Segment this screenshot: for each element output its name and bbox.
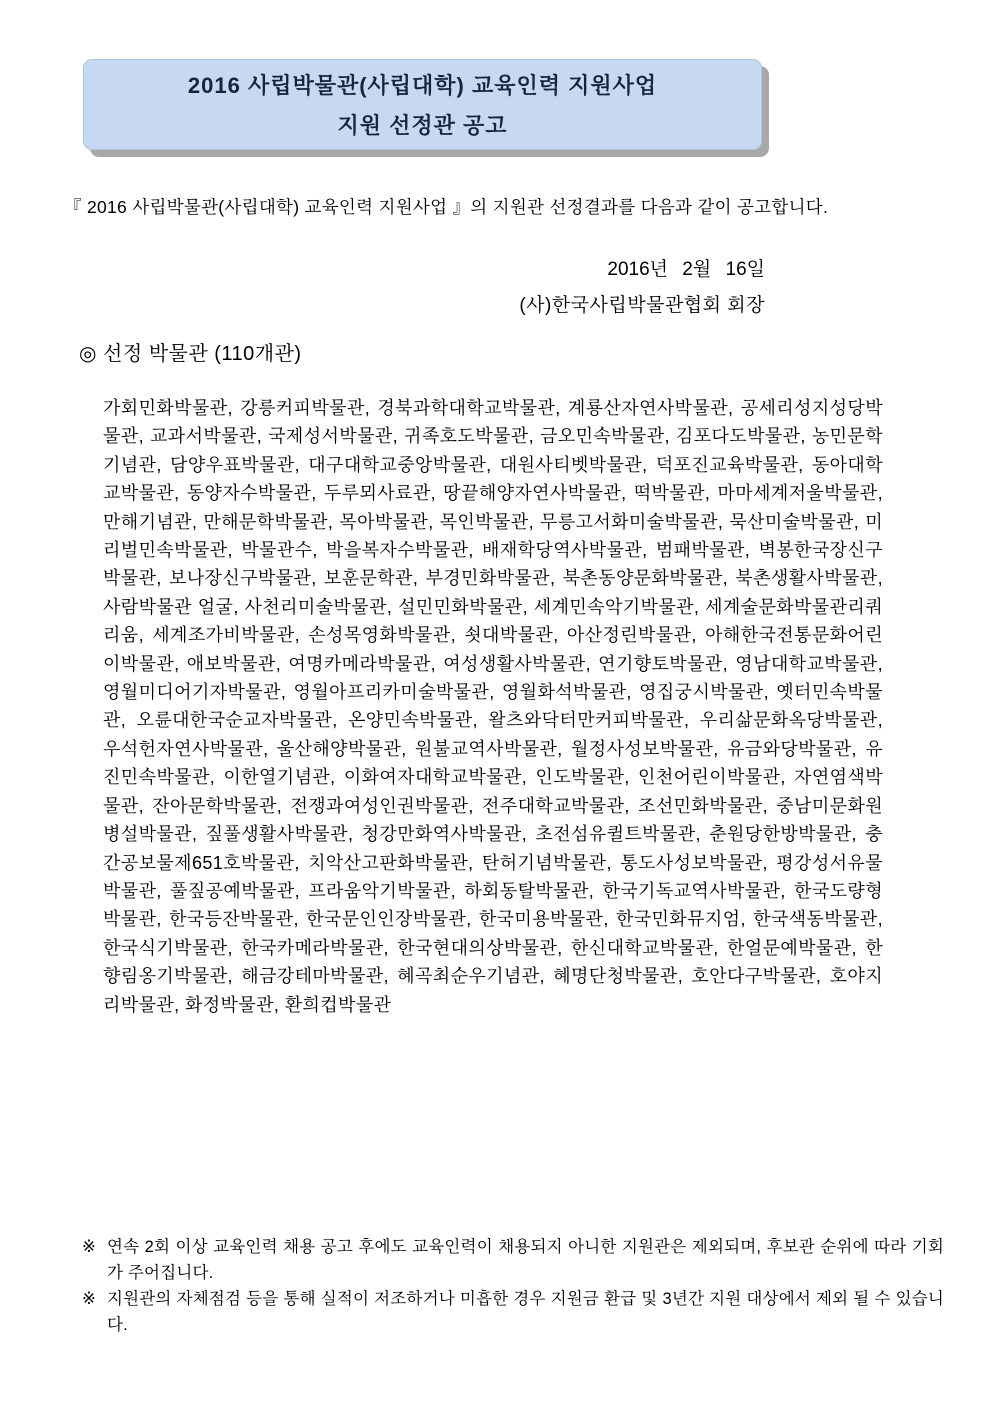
footnote-text: 지원관의 자체점검 등을 통해 실적이 저조하거나 미흡한 경우 지원금 환급 및 3년간 지원 대상에서 제외 될 수 있습니다. — [107, 1290, 944, 1334]
museum-list: 가회민화박물관, 강릉커피박물관, 경북과학대학교박물관, 계룡산자연사박물관, 공세리성지성당박물관, 교과서박물관, 국제성서박물관, 귀족호도박물관, 금오민속박물관, 김포다도박물관, 농민문학기념관, 담양우표박물관, 대구대학교중앙박물관, 대원사티벳박물관, 덕포진교육박물관, 동아대학교박물관, 동양자수박물관, 두루뫼사료관, 땅끝해양자연사박물관, 떡박물관, 마마세계저울박물관, 만해기념관, 만해문학박물관, 목아박물관, 목인박물관, 무릉고서화미술박물관, 묵산미술박물관, 미리벌민속박물관, 박물관수, 박을복자수박물관, 배재학당역사박물관, 범패박물관, 벽봉한국장신구박물관, 보나장신구박물관, 보훈문학관, 부경민화박물관, 북촌동양문화박물관, 북촌생활사박물관, 사람박물관 얼굴, 사천리미술박물관, 설민민화박물관, 세계민속악기박물관, 세계술문화박물관리쿼리움, 세계조가비박물관, 손성목영화박물관, 쇳대박물관, 아산정린박물관, 아해한국전통문화어린이박물관, 애보박물관, 여명카메라박물관, 여성생활사박물관, 연기향토박물관, 영남대학교박물관, 영월미디어기자박물관, 영월아프리카미술박물관, 영월화석박물관, 영집궁시박물관, 옛터민속박물관, 오륜대한국순교자박물관, 온양민속박물관, 왈츠와닥터만커피박물관, 우리삶문화옥당박물관, 우석헌자연사박물관, 울산해양박물관, 원불교역사박물관, 월정사성보박물관, 유금와당박물관, 유진민속박물관, 이한열기념관, 이화여자대학교박물관, 인도박물관, 인천어린이박물관, 자연염색박물관, 잔아문학박물관, 전쟁과여성인권박물관, 전주대학교박물관, 조선민화박물관, 중남미문화원병설박물관, 짚풀생활사박물관, 청강만화역사박물관, 초전섬유퀼트박물관, 춘원당한방박물관, 충간공보물제651호박물관, 치악산고판화박물관, 탄허기념박물관, 통도사성보박물관, 평강성서유물박물관, 풀짚공예박물관, 프라움악기박물관, 하회동탈박물관, 한국기독교역사박물관, 한국도량형박물관, 한국등잔박물관, 한국문인인장박물관, 한국미용박물관, 한국민화뮤지엄, 한국색동박물관, 한국식기박물관, 한국카메라박물관, 한국현대의상박물관, 한신대학교박물관, 한얼문예박물관, 한향림옹기박물관, 해금강테마박물관, 혜곡최순우기념관, 혜명단청박물관, 호안다구박물관, 호야지리박물관, 화정박물관, 환희컵박물관 — [103, 398, 883, 1015]
document-title-line-2: 지원 선정관 공고 — [337, 113, 508, 138]
document-title-line-1: 2016 사립박물관(사립대학) 교육인력 지원사업 — [187, 73, 658, 98]
announcement-date: 2016년 2월 16일 — [607, 259, 765, 280]
issuer-name: (사)한국사립박물관협회 회장 — [519, 295, 765, 316]
footnote-item — [82, 1286, 944, 1338]
selected-museums-heading: ◎ 선정 박물관 (110개관) — [79, 343, 302, 365]
footnote-text: 연속 2회 이상 교육인력 채용 공고 후에도 교육인력이 채용되지 아니한 지원관은 제외되며, 후보관 순위에 따라 기회가 주어집니다. — [107, 1238, 944, 1282]
reference-mark-icon: ※ — [82, 1238, 96, 1256]
title-box — [83, 59, 762, 150]
reference-mark-icon: ※ — [82, 1290, 96, 1308]
footnotes — [82, 1234, 944, 1338]
intro-paragraph: 『 2016 사립박물관(사립대학) 교육인력 지원사업 』의 지원관 선정결과를 다음과 같이 공고합니다. — [64, 197, 829, 217]
signoff-block — [519, 252, 765, 324]
footnote-item — [82, 1234, 944, 1286]
